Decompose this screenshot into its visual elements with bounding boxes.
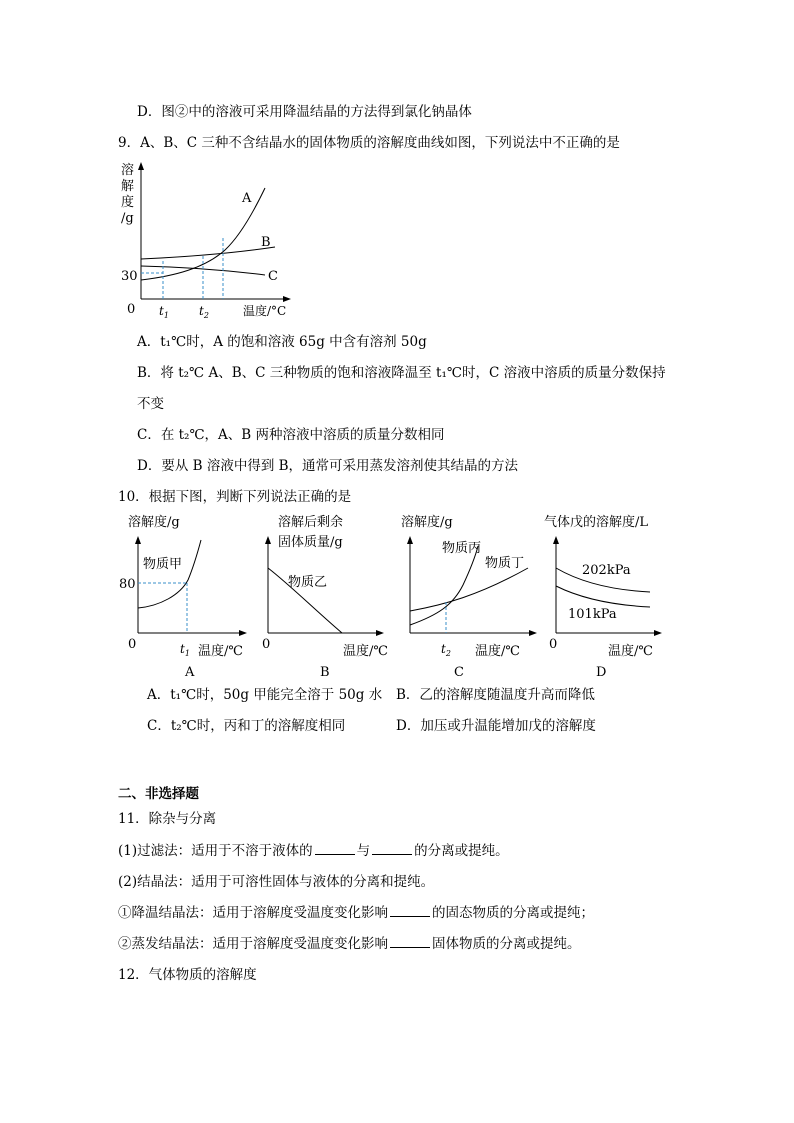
q11-part2a: ①降温结晶法：适用于溶解度受温度变化影响 的固态物质的分离或提纯；: [118, 905, 594, 921]
q9-label-c: C: [268, 269, 278, 284]
q10-option-a: A．t₁℃时，50g 甲能完全溶于 50g 水: [147, 687, 383, 703]
q10c-curve-ding: [410, 568, 528, 611]
q9-option-c: C．在 t₂℃，A、B 两种溶液中溶质的质量分数相同: [137, 427, 445, 443]
q10-figure-a: [119, 510, 255, 680]
q10a-ylabel: 溶解度/g: [128, 515, 180, 530]
q10c-caption: C: [454, 665, 464, 680]
q10c-ylabel: 溶解度/g: [401, 515, 453, 530]
q9-ylabel-1: 溶: [121, 163, 135, 178]
q10a-y80: 80: [119, 577, 136, 592]
q9-label-a: A: [242, 191, 252, 206]
q9-origin: 0: [127, 302, 136, 317]
q10a-t1: $t_1$: [180, 642, 190, 658]
q10a-caption: A: [185, 665, 195, 680]
q10b-caption: B: [320, 665, 330, 680]
q10d-ylabel: 气体戊的溶解度/L: [544, 515, 649, 530]
q9-t1: $t_1$: [159, 304, 169, 320]
q10-figure-c: [398, 510, 543, 680]
q10d-origin: 0: [549, 637, 558, 652]
q10d-xlabel: 温度/℃: [608, 644, 653, 659]
q10-option-b: B．乙的溶解度随温度升高而降低: [396, 687, 595, 703]
q11-blank-3[interactable]: [390, 904, 430, 917]
q10b-ylabel-1: 溶解后剩余: [278, 515, 344, 530]
q8-option-d: D．图②中的溶液可采用降温结晶的方法得到氯化钠晶体: [137, 104, 472, 120]
q10-option-d: D．加压或升温能增加戊的溶解度: [396, 718, 596, 734]
q10c-curve-bing: [410, 546, 478, 625]
q9-y30: 30: [121, 269, 138, 284]
q9-ylabel-2: 解: [121, 179, 135, 194]
q11-blank-4[interactable]: [390, 935, 430, 948]
q10d-label-101: 101kPa: [568, 607, 617, 622]
q11-title: 11．除杂与分离: [118, 811, 217, 827]
q10d-curve-101: [556, 586, 650, 607]
q10-figure-d: [540, 510, 680, 680]
q9-label-b: B: [261, 235, 271, 250]
q11-part2: (2)结晶法：适用于可溶性固体与液体的分离和提纯。: [118, 874, 435, 890]
q10a-origin: 0: [128, 637, 137, 652]
q9-xlabel: 温度/°C: [243, 304, 287, 318]
q10c-xlabel: 温度/℃: [475, 644, 520, 659]
q9-ylabel-4: /g: [121, 211, 134, 226]
q10c-label-ding: 物质丁: [485, 556, 525, 571]
q10a-curve: [138, 540, 201, 608]
q9-option-b-line1: B．将 t₂℃ A、B、C 三种物质的饱和溶液降温至 t₁℃时，C 溶液中溶质的质量分数保持: [137, 365, 666, 381]
q11-blank-1[interactable]: [315, 842, 355, 855]
q9-option-b-line2: 不变: [137, 396, 164, 412]
q10c-label-bing: 物质丙: [442, 541, 482, 556]
q11-blank-2[interactable]: [372, 842, 412, 855]
q10c-t2: $t_2$: [441, 642, 451, 658]
q10a-xlabel: 温度/℃: [198, 644, 243, 659]
q10d-label-202: 202kPa: [582, 563, 631, 578]
q9-curve-b: [141, 247, 275, 259]
q10-stem: 10．根据下图，判断下列说法正确的是: [118, 489, 352, 505]
q12-title: 12．气体物质的溶解度: [118, 967, 257, 983]
section-2-title: 二、非选择题: [118, 786, 199, 802]
q11-part1: (1)过滤法：适用于不溶于液体的 与 的分离或提纯。: [118, 843, 509, 859]
q10b-origin: 0: [262, 637, 271, 652]
q10b-label: 物质乙: [288, 575, 328, 590]
q10a-label: 物质甲: [143, 557, 183, 572]
q9-solubility-figure: [115, 158, 305, 328]
q10b-ylabel-2: 固体质量/g: [278, 535, 343, 550]
q10d-caption: D: [596, 665, 607, 680]
q9-t2: $t_2$: [199, 304, 209, 320]
q11-part2b: ②蒸发结晶法：适用于溶解度受温度变化影响 固体物质的分离或提纯。: [118, 936, 581, 952]
q9-stem: 9．A、B、C 三种不含结晶水的固体物质的溶解度曲线如图，下列说法中不正确的是: [118, 135, 620, 151]
q10-option-c: C．t₂℃时，丙和丁的溶解度相同: [147, 718, 346, 734]
q9-option-d: D．要从 B 溶液中得到 B，通常可采用蒸发溶剂使其结晶的方法: [137, 458, 519, 474]
q9-option-a: A．t₁℃时，A 的饱和溶液 65g 中含有溶剂 50g: [137, 334, 427, 350]
q10b-xlabel: 温度/℃: [343, 644, 388, 659]
q10-figure-b: [260, 510, 400, 680]
q9-ylabel-3: 度: [121, 195, 135, 210]
